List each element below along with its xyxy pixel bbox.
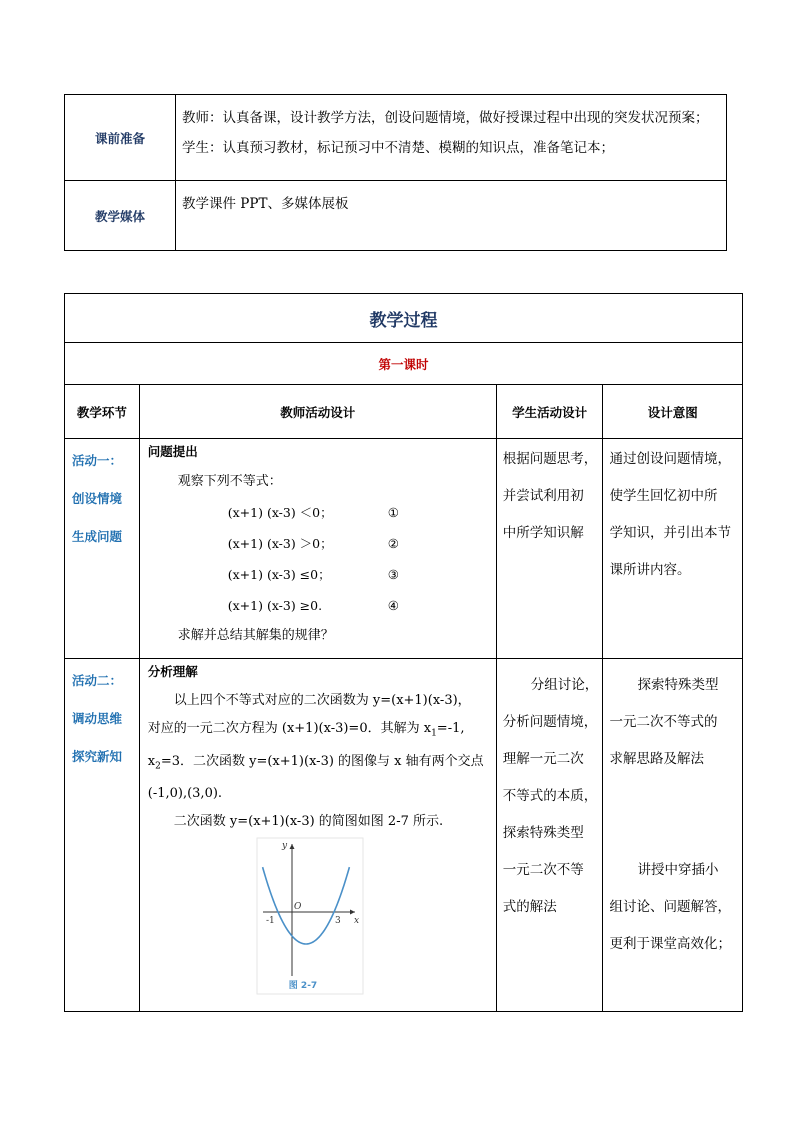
student-line: 并尝试利用初 [502,488,584,504]
activity1-intro: 观察下列不等式： [177,474,282,489]
figure-caption: 图 2-7 [288,981,317,992]
inequality-row [140,497,496,528]
activity1-stage-line: 创设情境 [72,491,123,506]
media-content [176,181,727,251]
inequality-expr: (x+1) (x-3) ＜0； [227,505,333,520]
intent-line: 求解思路及解法 [609,751,704,767]
para-line: 二次函数 y=(x+1)(x-3) 的简图如图 2-7 所示. [173,814,444,830]
para-line: (-1,0),(3,0). [147,786,223,802]
intent-line: 课所讲内容。 [609,562,691,578]
intent-line: 组讨论、问题解答， [609,899,731,915]
inequality-number: ② [387,536,399,551]
para-text: =-1, [436,721,465,736]
session-cell [65,343,743,385]
process-table [64,293,743,1012]
header-intent: 设计意图 [603,385,743,439]
student-line: 分组讨论， [530,677,599,693]
activity2-student [496,659,603,1012]
activity2-stage [65,659,140,1012]
student-line: 式的解法 [502,899,557,915]
student-line: 不等式的本质， [502,788,598,804]
subscript: 2 [155,761,161,772]
student-prep-text: 学生：认真预习教材，标记预习中不清楚、模糊的知识点，准备笔记本； [182,140,614,156]
x-axis-label: x [353,916,359,927]
x-intercept-neg-label: -1 [265,916,275,927]
teacher-prep-text: 教师：认真备课，设计教学方法，创设问题情境，做好授课过程中出现的突发状况预案； [182,110,709,126]
student-line: 探索特殊类型 [502,825,584,841]
activity1-stage-line: 生成问题 [72,529,123,544]
process-title-cell [65,294,743,343]
intent-line: 通过创设问题情境， [609,451,731,467]
origin-label: O [293,902,302,913]
activity2-subtitle: 分析理解 [147,664,198,679]
preparation-table [64,94,727,251]
media-text: 教学课件 PPT、多媒体展板 [182,196,349,212]
intent-gap [609,778,738,852]
media-label: 教学媒体 [65,181,176,251]
process-title: 教学过程 [369,310,438,331]
parabola-figure [140,836,496,996]
prep-label: 课前准备 [65,95,176,181]
intent-line: 学知识，并引出本节 [609,525,731,541]
student-line: 理解一元二次 [502,751,584,767]
y-axis-label: y [281,841,287,852]
intent-line: 探索特殊类型 [637,677,719,693]
activity2-stage-line: 调动思维 [72,711,123,726]
activity1-subtitle: 问题提出 [147,444,198,459]
header-student: 学生活动设计 [496,385,603,439]
student-line: 中所学知识解 [502,525,584,541]
parabola-graph [255,836,365,996]
x-intercept-pos-label: 3 [334,916,341,927]
para-text: =3．二次函数 y=(x+1)(x-3) 的图像与 x 轴有两个交点 [160,753,484,769]
para-text: 对应的一元二次方程为 (x+1)(x-3)=0．其解为 x [147,721,432,736]
inequality-expr: (x+1) (x-3) ≥0. [227,598,323,613]
header-teacher: 教师活动设计 [139,385,496,439]
student-line: 根据问题思考， [502,451,598,467]
prep-content [176,95,727,181]
header-stage: 教学环节 [65,385,140,439]
intent-line: 使学生回忆初中所 [609,488,718,504]
inequality-number: ① [387,505,399,520]
para-line: 以上四个不等式对应的二次函数为 y=(x+1)(x-3)， [173,693,471,708]
activity1-stage [65,439,140,659]
para-line [148,715,488,748]
activity2-stage-line: 探究新知 [72,749,123,764]
student-line: 一元二次不等 [502,862,584,878]
intent-line: 更利于课堂高效化； [609,936,731,952]
inequality-expr: (x+1) (x-3) ＞0； [227,536,333,551]
student-line: 分析问题情境， [502,714,598,730]
activity2-intent [603,659,743,1012]
activity2-stage-line: 活动二： [72,673,123,688]
subscript: 1 [431,728,437,739]
inequality-number: ④ [387,598,399,613]
activity1-task: 求解并总结其解集的规律？ [177,628,334,643]
activity1-intent [603,439,743,659]
activity1-stage-line: 活动一： [72,453,123,468]
session-title: 第一课时 [378,357,429,372]
intent-line: 讲授中穿插小 [637,862,719,878]
inequality-row [140,528,496,559]
activity1-student [496,439,603,659]
activity2-paragraph [140,687,496,836]
inequality-row [140,559,496,590]
para-text: x [147,753,156,769]
inequality-expr: (x+1) (x-3) ≤0； [227,567,331,582]
intent-line: 一元二次不等式的 [609,714,718,730]
activity1-teacher [139,439,496,659]
inequality-number: ③ [387,567,399,582]
activity2-teacher [139,659,496,1012]
inequality-row [140,590,496,621]
para-line [148,748,488,781]
